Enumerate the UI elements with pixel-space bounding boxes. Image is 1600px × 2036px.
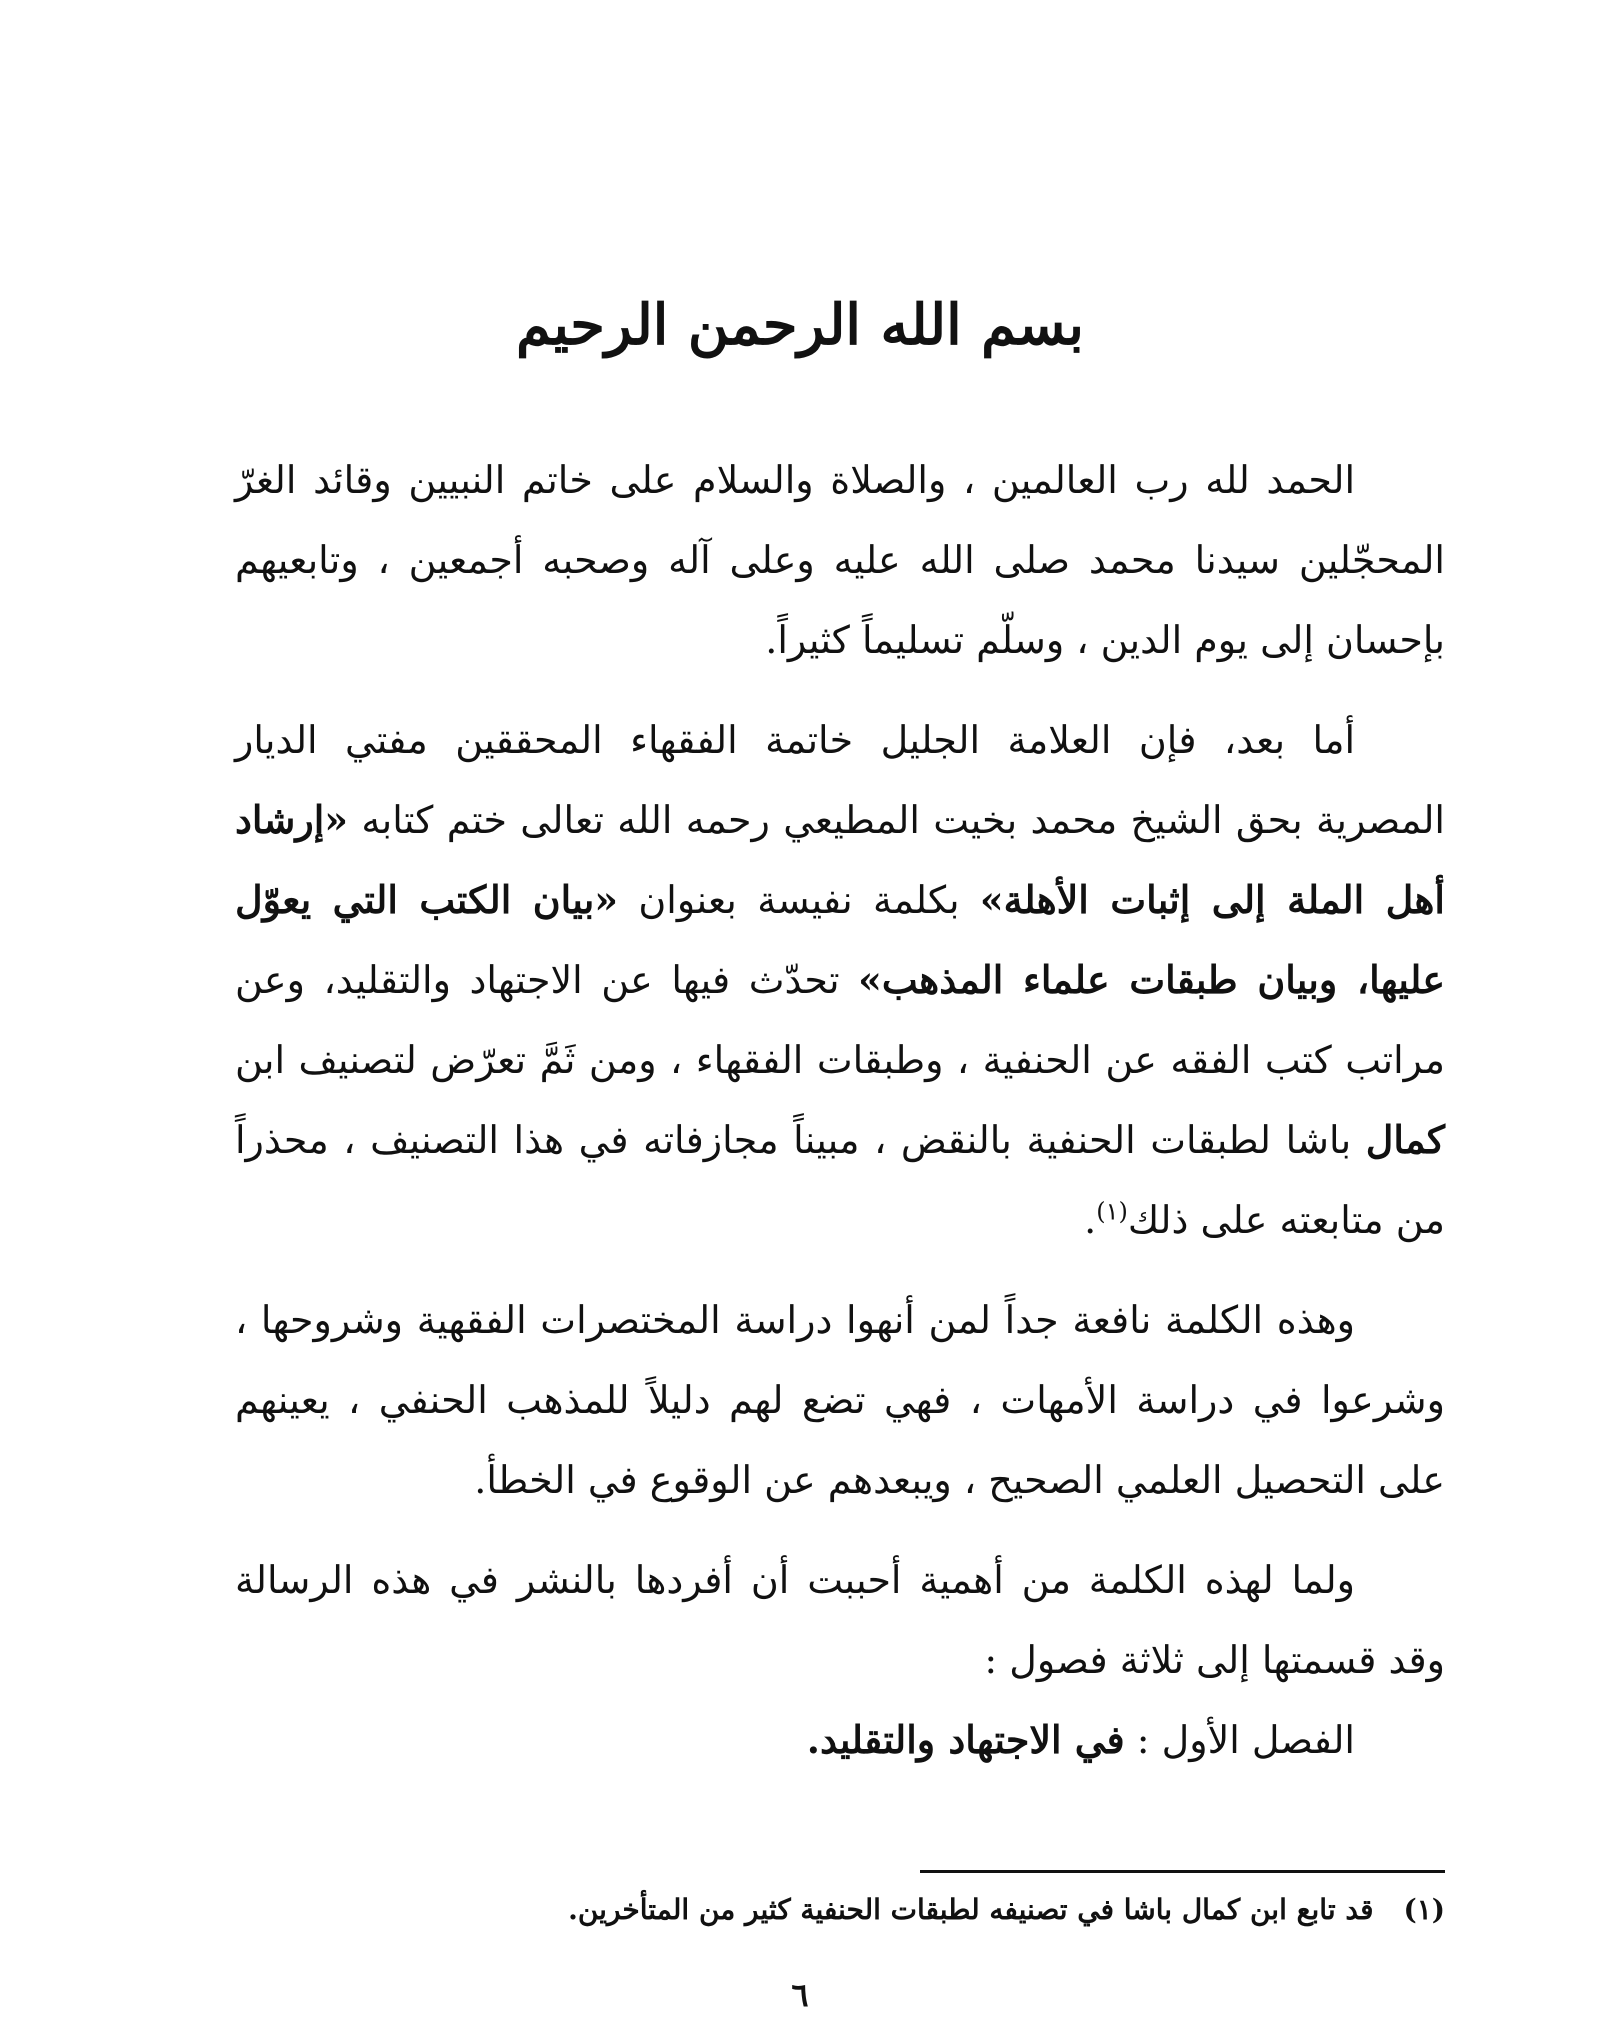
intro-text-a: أما بعد، فإن العلامة الجليل خاتمة الفقهاء المحققين مفتي الديار المصرية بحق الشيخ محمد بخيت المطيعي رحمه الله تعالى ختم كتابه [235,718,1445,842]
footnote [445,1885,1445,1935]
footnote-text: قد تابع ابن كمال باشا في تصنيفه لطبقات الحنفية كثير من المتأخرين. [568,1893,1374,1926]
book-title: «إرشاد أهل الملة إلى إثبات الأهلة» [235,797,1445,922]
chapter-one-label: الفصل الأول : [1136,1718,1355,1762]
essay-title: «بيان الكتب التي يعوّل عليها، وبيان طبقات علماء المذهب» [235,877,1445,1002]
footnote-reference[interactable]: (١) [1096,1197,1128,1226]
intro-text-c: تحدّث فيها عن الاجتهاد والتقليد، وعن مراتب كتب الفقه عن الحنفية ، وطبقات الفقهاء ، ومن ثَمَّ تعرّض لتصنيف ابن [235,958,1445,1082]
basmala-heading: بسم الله الرحمن الرحيم [516,292,1084,358]
footnote-marker: (١) [1403,1893,1445,1926]
page-number: ٦ [791,1976,809,2014]
paragraph-introduction [235,700,1445,1260]
chapter-one-line [235,1700,1445,1780]
name-kamal: كمال [1365,1117,1445,1162]
paragraph-division: ولما لهذه الكلمة من أهمية أحببت أن أفردها بالنشر في هذه الرسالة وقد قسمتها إلى ثلاثة فصول : [235,1558,1445,1682]
intro-end-period: . [1084,1198,1097,1242]
intro-text-d: باشا لطبقات الحنفية بالنقض ، مبيناً مجازفاته في هذا التصنيف ، محذراً من متابعته على ذلك [235,1118,1445,1242]
intro-text-b: بكلمة نفيسة بعنوان [638,878,960,922]
paragraph-benefit: وهذه الكلمة نافعة جداً لمن أنهوا دراسة المختصرات الفقهية وشروحها ، وشرعوا في دراسة الأمهات ، فهي تضع لهم دليلاً للمذهب الحنفي ، يعينهم على التحصيل العلمي الصحيح ، ويبعدهم عن الوقوع في الخطأ. [235,1298,1445,1502]
body-text [235,440,1445,1800]
paragraph-opening-praise: الحمد لله رب العالمين ، والصلاة والسلام على خاتم النبيين وقائد الغرّ المحجّلين سيدنا محمد صلى الله عليه وعلى آله وصحبه أجمعين ، وتابعيهم بإحسان إلى يوم الدين ، وسلّم تسليماً كثيراً. [235,458,1445,662]
chapter-one-title: في الاجتهاد والتقليد. [806,1717,1125,1762]
footnote-divider [920,1870,1445,1873]
